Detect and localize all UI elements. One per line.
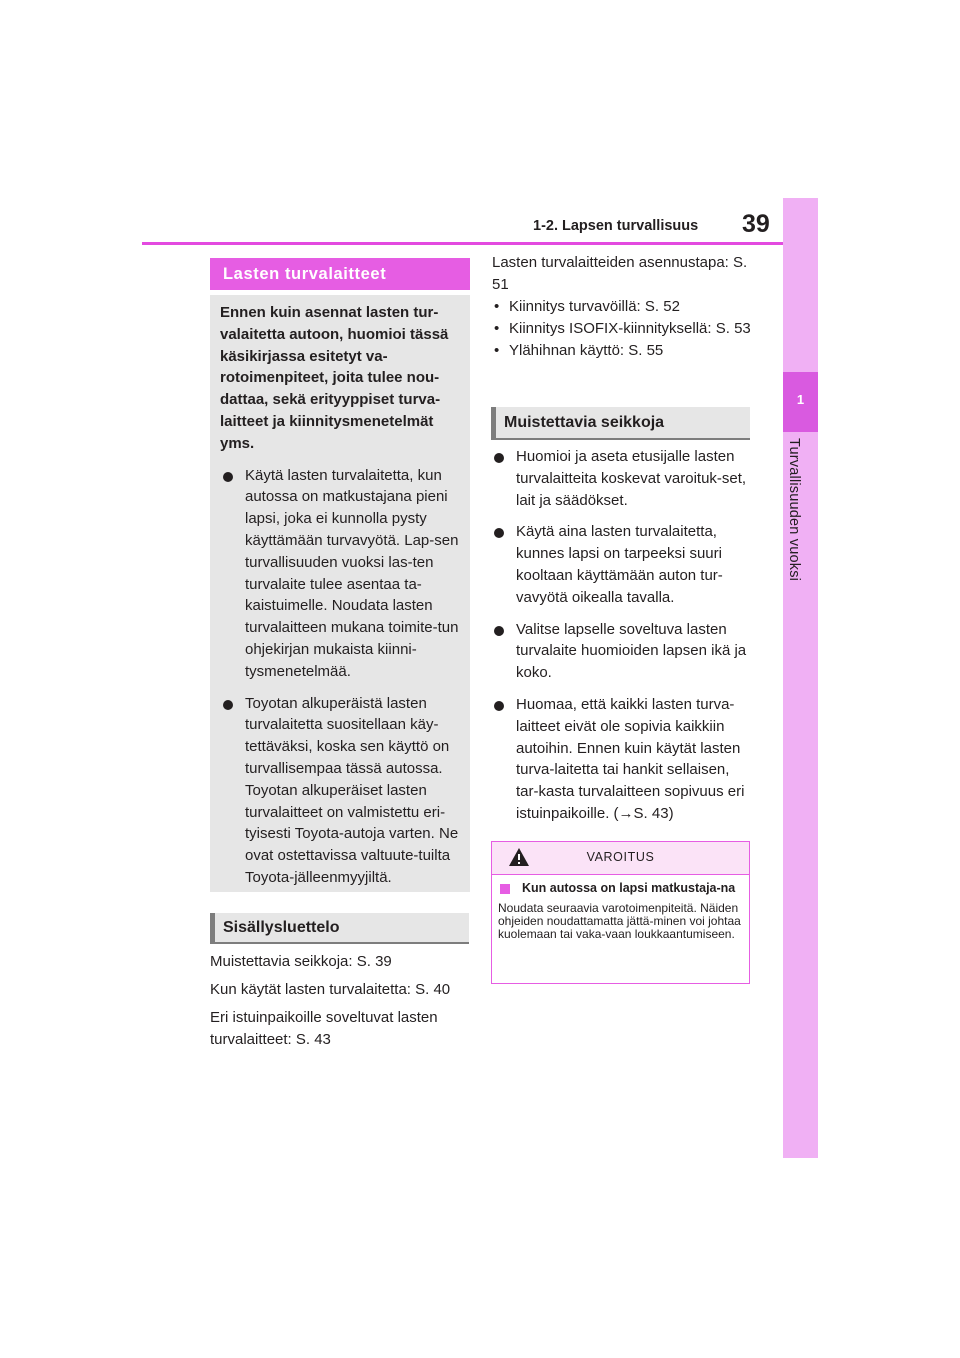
bullet-point-icon: • [494,320,500,337]
contents-heading: Sisällysluettelo [210,913,469,944]
warning-triangle-icon [508,847,530,867]
bullet-point-icon: • [494,342,500,359]
header-rule [142,242,784,245]
warning-header [492,842,749,875]
main-heading: Lasten turvalaitteet [210,258,470,290]
list-item-text: Kiinnitys ISOFIX-kiinnityksellä: S. 53 [509,320,751,337]
bullet-point-icon: • [494,298,500,315]
list-item-text: Valitse lapselle soveltuva lasten turvalaite huomioiden lapsen ikä ja koko. [516,620,747,682]
warning-title-text: Kun autossa on lapsi matkustaja-na [522,881,736,895]
contents-entry: Kun käytät lasten turvalaitetta: S. 40 [210,981,451,998]
list-item-text: Kiinnitys turvavöillä: S. 52 [509,298,680,315]
contents-list [210,951,472,1057]
intro-text: Ennen kuin asennat lasten tur-valaitetta autoon, huomioi tässä käsikirjassa esitetyt va-rotoimenpiteet, joita tulee nou-dattaa, sekä erityyppiset turva-laitteet ja kiinnitysmenetelmät yms. [220,304,449,452]
list-item [491,446,753,511]
bullet-dot-icon [223,700,233,710]
bullet-dot-icon [494,626,504,636]
list-item [491,694,753,825]
contents-entry: Eri istuinpaikoille soveltuvat lasten turvalaitteet: S. 43 [210,1009,438,1048]
bullet-dot-icon [223,472,233,482]
list-item [491,619,753,684]
list-item [220,693,460,889]
list-item [491,521,753,608]
square-bullet-icon [500,884,510,894]
bullet-dot-icon [494,453,504,463]
list-item-text: Huomaa, että kaikki lasten turva-laitteet eivät ole sopivia kaikkiin autoihin. Ennen kuin käytät lasten turva-laitetta tai hankit sellaisen, tar-kasta turvalaitteen sopivuus eri istuinpaikoille. (→S. 43) [516,695,745,822]
list-item-text: Käytä lasten turvalaitetta, kun autossa on matkustajana pieni lapsi, joka ei kunnolla pysty käyttämään turvavyötä. Lap-sen turvallisuuden vuoksi las-ten turvalaite tulee asentaa ta-kaistuimelle. Noudata lasten turvalaitteen mukana toimite-tun ohjekirjan mukaista kiinni-tysmenetelmää. [245,466,459,680]
list-item-text: Käytä aina lasten turvalaitetta, kunnes lapsi on tarpeeksi suuri kooltaan käyttämään auton tur-vavyötä oikealla tavalla. [516,523,723,606]
intro-bullet-list [220,465,460,889]
chapter-number: 1 [796,392,805,407]
contents-entry: Muistettavia seikkoja: S. 39 [210,953,392,970]
bullet-dot-icon [494,701,504,711]
list-item-text: Ylähihnan käyttö: S. 55 [509,342,664,359]
warning-label: VAROITUS [586,850,655,864]
list-item [220,465,460,683]
installation-methods [492,252,754,362]
installation-intro: Lasten turvalaitteiden asennustapa: S. 51 [492,254,748,293]
memo-bullet-list [491,446,753,835]
bullet-dot-icon [494,528,504,538]
list-item [492,296,754,318]
list-item [492,340,754,362]
page-number: 39 [742,210,770,238]
warning-title [492,875,749,895]
list-item-text: Huomioi ja aseta etusijalle lasten turvalaitteita koskevat varoituk-set, lait ja säädökset. [516,448,747,509]
warning-text: Noudata seuraavia varotoimenpiteitä. Näiden ohjeiden noudattamatta jättä-minen voi johtaa kuolemaan tai vaka-vaan loukkaantumiseen. [498,901,741,941]
list-item [492,318,754,340]
list-item-text: Toyotan alkuperäistä lasten turvalaitetta suositellaan käy-tettäväksi, koska sen käyttö on turvallisempaa tässä autossa. Toyotan alkuperäiset lasten turvalaitteet on valmistettu eri-tyisesti Toyota-autoja varten. Ne ovat ostettavissa valtuute-tuilta Toyota-jälleenmyyjiltä. [245,694,459,886]
side-tab [783,198,818,1158]
side-tab-label: Turvallisuuden vuoksi [786,438,802,582]
section-title: 1-2. Lapsen turvallisuus [533,218,699,234]
memo-heading: Muistettavia seikkoja [491,407,750,440]
intro-box [210,295,470,892]
warning-box [491,841,750,984]
